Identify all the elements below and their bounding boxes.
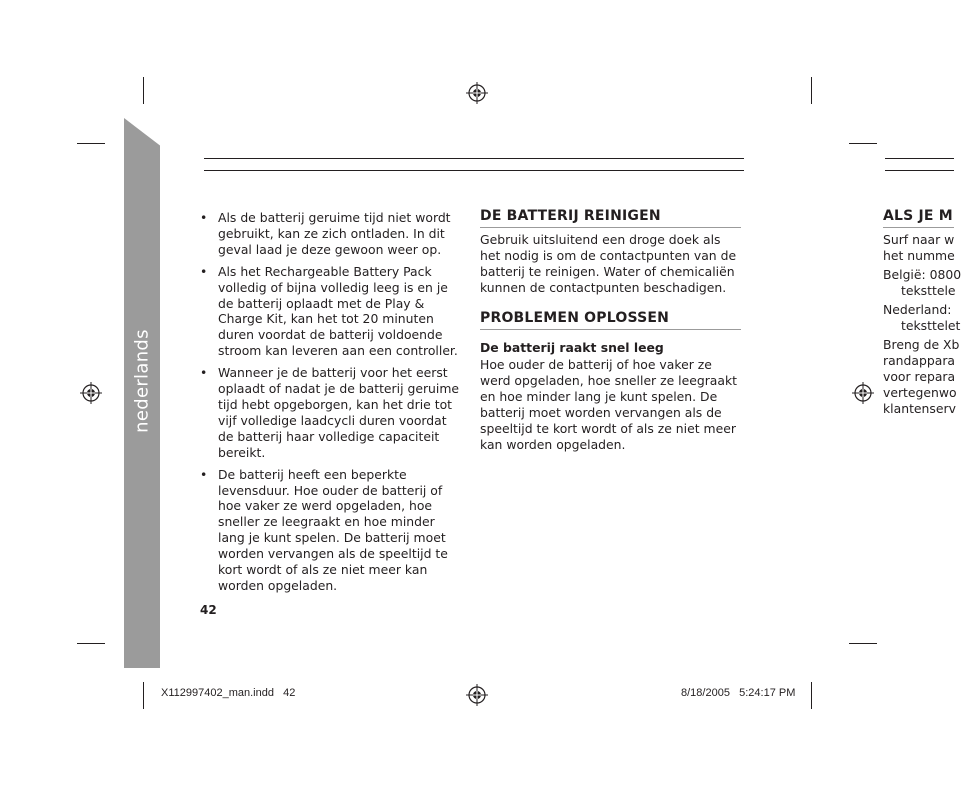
crop-mark — [811, 682, 812, 709]
bullet-text: Als het Rechargeable Battery Pack volledig of bijna volledig leeg is en je de batterij oplaadt met de Play & Charge Kit, kan het tot 20 minuten duren voordat de batterij voldoende stroom kan leveren aan een controller. — [218, 263, 458, 359]
text-line: vertegenwo — [883, 385, 957, 400]
section-subheading: De batterij raakt snel leeg — [480, 340, 664, 355]
bullet-text: Wanneer je de batterij voor het eerst oplaadt of nadat je de batterij geruime tijd hebt opgeborgen, kan het drie tot vijf volledige laadcycli duren voordat de batterij haar volledige capaciteit bereikt. — [218, 365, 460, 460]
text-line: voor repara — [883, 369, 956, 384]
crop-mark — [143, 77, 144, 104]
footer-filename: X112997402_man.indd 42 — [161, 687, 296, 699]
text-line: teksttelet — [901, 318, 961, 333]
middle-column — [480, 208, 741, 453]
top-rule — [204, 170, 744, 171]
section-body: Gebruik uitsluitend een droge doek als het nodig is om de contactpunten van de batterij te reinigen. Water of chemicaliën kunnen de contactpunten beschadigen. — [480, 232, 737, 295]
crop-mark — [849, 143, 877, 144]
bullet-list — [200, 210, 462, 600]
top-rule — [885, 158, 954, 159]
text-line: Surf naar w — [883, 232, 955, 247]
text-line: België: 0800 — [883, 267, 961, 282]
right-column — [883, 208, 961, 417]
bullet-text: De batterij heeft een beperkte levensduur. Hoe ouder de batterij of hoe vaker ze werd opgeladen, hoe sneller ze leegraakt en hoe minder lang je kunt spelen. De batterij moet worden vervangen als de speeltijd te kort wordt of als ze niet meer kan worden opgeladen. — [218, 466, 448, 593]
section-body: Hoe ouder de batterij of hoe vaker ze werd opgeladen, hoe sneller ze leegraakt en hoe minder lang je kunt spelen. De batterij moet worden vervangen als de speeltijd te kort wordt of als ze niet meer kan worden opgeladen. — [480, 357, 738, 452]
top-rule — [204, 158, 744, 159]
text-line: het numme — [883, 248, 955, 263]
list-item: • Wanneer je de batterij voor het eerst oplaadt of nadat je de batterij geruime tijd hebt opgeborgen, kan het drie tot vijf volledige laadcycli duren voordat de batterij haar volledige capaciteit bereikt. — [200, 365, 460, 460]
language-label: nederlands — [131, 329, 153, 433]
crop-mark — [77, 643, 105, 644]
text-line: teksttele — [901, 283, 956, 298]
list-item: • De batterij heeft een beperkte levensduur. Hoe ouder de batterij of hoe vaker ze werd opgeladen, hoe sneller ze leegraakt en hoe minder lang je kunt spelen. De batterij moet worden vervangen als de speeltijd te kort wordt of als ze niet meer kan worden opgeladen. — [200, 466, 448, 593]
crop-mark — [811, 77, 812, 104]
text-line: klantenserv — [883, 401, 956, 416]
registration-mark-icon — [466, 82, 488, 104]
section-heading: DE BATTERIJ REINIGEN — [480, 208, 741, 228]
registration-mark-icon — [852, 382, 874, 404]
text-line: Breng de Xb — [883, 337, 960, 352]
registration-mark-icon — [466, 684, 488, 706]
section-heading: PROBLEMEN OPLOSSEN — [480, 310, 741, 330]
list-item: • Als het Rechargeable Battery Pack volledig of bijna volledig leeg is en je de batterij oplaadt met de Play & Charge Kit, kan het tot 20 minuten duren voordat de batterij voldoende stroom kan leveren aan een controller. — [200, 263, 458, 359]
page-number: 42 — [200, 603, 217, 617]
top-rule — [885, 170, 954, 171]
crop-mark — [849, 643, 877, 644]
bullet-text: Als de batterij geruime tijd niet wordt gebruikt, kan ze zich ontladen. In dit geval laad je deze gewoon weer op. — [218, 210, 451, 257]
text-line: randappara — [883, 353, 956, 368]
section-heading: ALS JE M — [883, 208, 954, 228]
footer-timestamp: 8/18/2005 5:24:17 PM — [681, 687, 796, 699]
crop-mark — [143, 682, 144, 709]
text-line: Nederland: — [883, 302, 952, 317]
list-item: • Als de batterij geruime tijd niet wordt gebruikt, kan ze zich ontladen. In dit geval laad je deze gewoon weer op. — [200, 210, 451, 257]
registration-mark-icon — [80, 382, 102, 404]
crop-mark — [77, 143, 105, 144]
